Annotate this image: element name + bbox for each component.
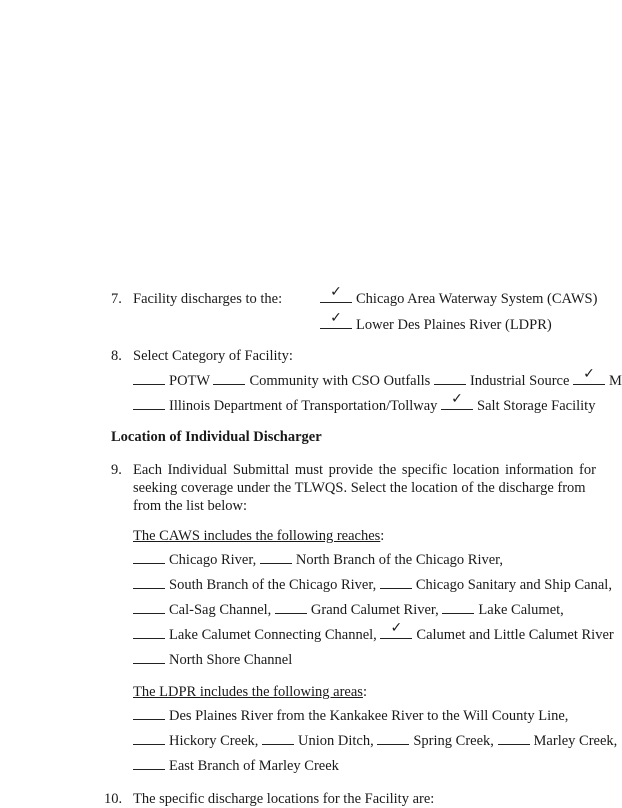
check-mark-icon: ✓ <box>390 620 403 636</box>
checkbox-blank[interactable] <box>133 576 165 589</box>
checkbox-blank[interactable] <box>133 397 165 410</box>
q8-category-row-2: Illinois Department of Transportation/Tollway ✓ Salt Storage Facility <box>133 397 595 415</box>
ldpr-heading: The LDPR includes the following areas: <box>133 684 367 700</box>
checkbox-blank[interactable] <box>133 601 165 614</box>
check-mark-icon: ✓ <box>330 284 342 300</box>
caws-row-2: South Branch of the Chicago River, Chicago Sanitary and Ship Canal, <box>133 576 612 594</box>
question-8-label: Select Category of Facility: <box>133 348 293 364</box>
question-8-number: 8. <box>111 348 122 364</box>
question-10-text: The specific discharge locations for the Facility are: <box>133 791 435 807</box>
question-7-label: Facility discharges to the: <box>133 291 283 307</box>
checkbox-blank[interactable] <box>442 601 474 614</box>
caws-row-5: North Shore Channel <box>133 651 292 669</box>
q7-option-caws[interactable]: ✓ Chicago Area Waterway System (CAWS) <box>320 290 597 308</box>
caws-row-4: Lake Calumet Connecting Channel, ✓ Calumet and Little Calumet River <box>133 626 614 644</box>
checkbox-blank[interactable] <box>213 372 245 385</box>
checkbox-blank[interactable] <box>275 601 307 614</box>
checkbox-blank[interactable] <box>260 551 292 564</box>
check-mark-icon: ✓ <box>583 366 595 382</box>
question-9-number: 9. <box>111 462 122 478</box>
caws-row-3: Cal-Sag Channel, Grand Calumet River, Lake Calumet, <box>133 601 564 619</box>
question-9-text-line-3: from the list below: <box>133 498 247 514</box>
checkbox-blank[interactable] <box>377 732 409 745</box>
ldpr-row-3: East Branch of Marley Creek <box>133 757 339 775</box>
checkbox-blank[interactable] <box>320 310 352 329</box>
q7-option-ldpr[interactable]: ✓ Lower Des Plaines River (LDPR) <box>320 316 552 334</box>
checkbox-blank[interactable] <box>133 757 165 770</box>
checkbox-blank[interactable] <box>380 576 412 589</box>
checkbox-blank[interactable] <box>133 551 165 564</box>
caws-row-1: Chicago River, North Branch of the Chicago River, <box>133 551 503 569</box>
checkbox-blank[interactable] <box>262 732 294 745</box>
checkbox-blank[interactable] <box>380 620 412 639</box>
question-7 <box>111 290 122 308</box>
checkbox-blank[interactable] <box>133 651 165 664</box>
question-9-text-line-1: Each Individual Submittal must provide the specific location information for <box>133 462 596 478</box>
checkbox-blank[interactable] <box>133 626 165 639</box>
section-heading: Location of Individual Discharger <box>111 429 322 445</box>
caws-heading: The CAWS includes the following reaches: <box>133 528 385 544</box>
checkbox-blank[interactable] <box>133 707 165 720</box>
question-9-text-line-2: seeking coverage under the TLWQS. Select the location of the discharge from <box>133 480 586 496</box>
checkbox-blank[interactable] <box>133 372 165 385</box>
checkbox-blank[interactable] <box>441 391 473 410</box>
checkbox-blank[interactable] <box>498 732 530 745</box>
check-mark-icon: ✓ <box>330 310 342 326</box>
checkbox-blank[interactable] <box>573 366 605 385</box>
checkbox-blank[interactable] <box>133 732 165 745</box>
ldpr-row-2: Hickory Creek, Union Ditch, Spring Creek, Marley Creek, <box>133 732 617 750</box>
checkbox-blank[interactable] <box>320 284 352 303</box>
check-mark-icon: ✓ <box>451 391 463 407</box>
question-number: 7. <box>111 291 122 307</box>
ldpr-row-1: Des Plaines River from the Kankakee River to the Will County Line, <box>133 707 568 725</box>
checkbox-blank[interactable] <box>434 372 466 385</box>
q8-category-row-1: POTW Community with CSO Outfalls Industrial Source ✓ M <box>133 372 622 390</box>
question-10-number: 10. <box>104 791 123 807</box>
